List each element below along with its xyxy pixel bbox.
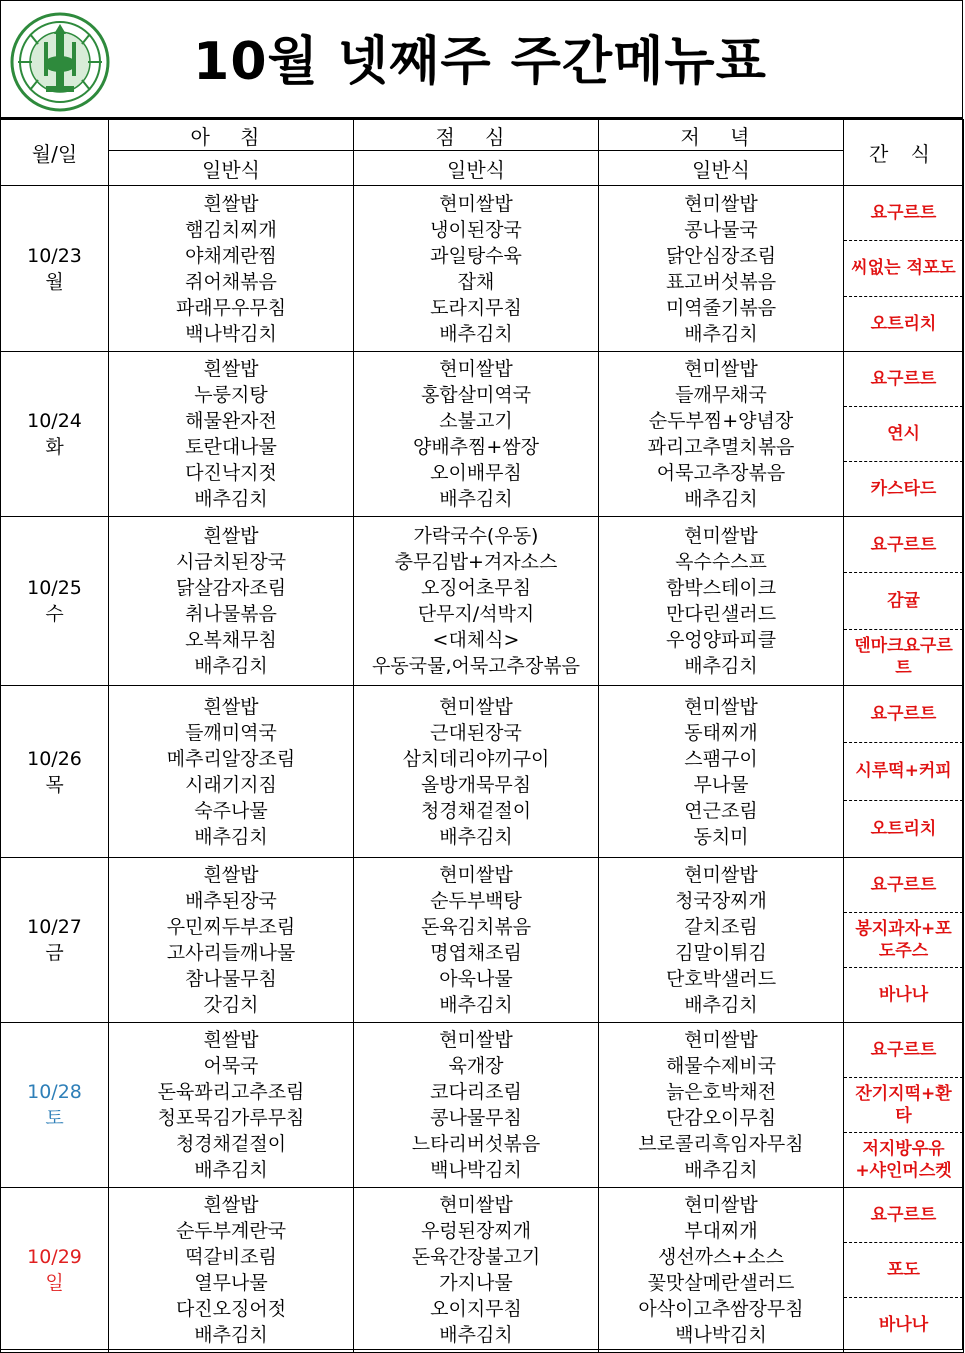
breakfast-item: 청경채겉절이 [175, 1133, 287, 1155]
day-date: 10/26 [27, 747, 82, 770]
snack-item: 씨없는 적포도 [844, 241, 963, 296]
breakfast-item: 시래기지짐 [185, 773, 277, 796]
lunch-item: 충무김밥+겨자소스 [394, 551, 558, 573]
snack-list [844, 686, 963, 857]
day-date-cell [1, 1023, 109, 1188]
day-weekday: 금 [45, 942, 64, 964]
snack-item: 요구르트 [844, 858, 963, 913]
lunch-item: 순두부백탕 [430, 890, 522, 912]
breakfast-item: 누룽지탕 [194, 384, 268, 406]
breakfast-item: 닭살감자조림 [175, 577, 287, 599]
lunch-item: 가락국수(우동) [413, 525, 539, 547]
dinner-item: 해물수제비국 [665, 1055, 777, 1077]
dinner-item: 동태찌개 [684, 721, 758, 744]
snack-item: 요구르트 [844, 1188, 963, 1243]
snack-item: 잔기지떡+환타 [844, 1078, 963, 1133]
dinner-item: 배추김치 [684, 655, 758, 677]
breakfast-item: 배추김치 [194, 488, 268, 510]
breakfast-item: 토란대나물 [185, 436, 277, 458]
breakfast-item: 쥐어채볶음 [185, 270, 277, 293]
dinner-item: 현미쌀밥 [684, 864, 758, 886]
breakfast-item: 배추된장국 [185, 890, 277, 912]
lunch-item: 근대된장국 [430, 721, 522, 744]
breakfast-item: 오복채무침 [185, 629, 277, 651]
snack-cell [844, 517, 964, 686]
day-weekday: 일 [45, 1272, 64, 1294]
dinner-item: 현미쌀밥 [684, 192, 758, 215]
snack-item: 요구르트 [844, 686, 963, 743]
breakfast-item: 갓김치 [203, 994, 259, 1016]
lunch-item: <대체식> [432, 629, 520, 651]
snack-list [844, 352, 963, 516]
day-date-cell [1, 686, 109, 858]
snack-item: 요구르트 [844, 352, 963, 407]
dinner-item: 순두부찜+양념장 [648, 410, 794, 432]
breakfast-item: 다진오징어젓 [175, 1298, 287, 1320]
breakfast-cell [109, 352, 354, 517]
header-dinner: 저 녁 [599, 120, 844, 151]
snack-item: 오트리치 [870, 313, 937, 334]
dinner-cell [599, 186, 844, 352]
day-date-cell [1, 517, 109, 686]
breakfast-item: 배추김치 [194, 825, 268, 848]
day-row [1, 517, 964, 686]
lunch-item: 양배추찜+쌈장 [412, 436, 540, 458]
menu-body [1, 186, 964, 1353]
lunch-item: 현미쌀밥 [439, 695, 513, 718]
breakfast-item: 흰쌀밥 [203, 358, 259, 380]
day-date-cell [1, 858, 109, 1023]
lunch-item: 우동국물,어묵고추장볶음 [372, 655, 580, 677]
snack-item: 바나나 [878, 1315, 929, 1335]
lunch-item: 배추김치 [439, 825, 513, 848]
snack-cell [844, 186, 964, 352]
snack-list [844, 186, 963, 351]
dinner-item: 미역줄기볶음 [665, 296, 777, 319]
day-row [1, 858, 964, 1023]
lunch-cell [354, 1023, 599, 1188]
snack-item: 요구르트 [844, 186, 963, 241]
snack-item: 포도 [844, 1243, 963, 1298]
day-date-cell [1, 186, 109, 352]
day-weekday: 화 [45, 436, 64, 458]
lunch-item: 청경채겉절이 [420, 799, 532, 822]
lunch-item: 코다리조림 [430, 1081, 522, 1103]
day-date: 10/27 [27, 916, 82, 938]
lunch-item: 현미쌀밥 [439, 192, 513, 215]
lunch-item: 도라지무침 [430, 296, 522, 319]
lunch-cell [354, 186, 599, 352]
snack-cell [844, 352, 964, 517]
dinner-item: 김말이튀김 [675, 942, 767, 964]
breakfast-item: 돈육꽈리고추조림 [157, 1081, 305, 1103]
breakfast-item: 흰쌀밥 [203, 1194, 259, 1216]
day-date: 10/23 [27, 244, 82, 267]
header-date: 월/일 [1, 120, 109, 186]
day-row [1, 1188, 964, 1353]
breakfast-cell [109, 186, 354, 352]
breakfast-item: 순두부계란국 [175, 1220, 287, 1242]
breakfast-item: 흰쌀밥 [203, 525, 259, 547]
day-weekday: 수 [45, 603, 64, 625]
breakfast-cell [109, 858, 354, 1023]
day-date-cell [1, 1188, 109, 1353]
day-date: 10/28 [27, 1081, 82, 1103]
snack-item: 요구르트 [844, 517, 963, 573]
breakfast-item: 시금치된장국 [175, 551, 287, 573]
dinner-item: 갈치조림 [684, 916, 758, 938]
dinner-item: 함박스테이크 [665, 577, 777, 599]
dinner-cell [599, 1188, 844, 1353]
snack-item: 저지방우유+샤인머스켓 [855, 1139, 952, 1181]
snack-list [844, 1188, 963, 1352]
breakfast-item: 배추김치 [194, 1324, 268, 1346]
snack-item: 요구르트 [844, 1023, 963, 1078]
day-date: 10/25 [27, 577, 82, 599]
lunch-item: 냉이된장국 [430, 218, 522, 241]
lunch-item: 오이배무침 [430, 462, 522, 484]
dinner-item: 어묵고추장볶음 [656, 462, 786, 484]
dinner-cell [599, 1023, 844, 1188]
dinner-item: 배추김치 [684, 1159, 758, 1181]
breakfast-item: 숙주나물 [194, 799, 268, 822]
day-weekday: 월 [45, 270, 64, 293]
day-row [1, 686, 964, 858]
dinner-item: 만다린샐러드 [665, 603, 777, 625]
dinner-item: 단감오이무침 [665, 1107, 777, 1129]
breakfast-item: 메추리알장조림 [166, 747, 296, 770]
breakfast-item: 떡갈비조림 [185, 1246, 277, 1268]
breakfast-cell [109, 1023, 354, 1188]
snack-item: 바나나 [878, 985, 929, 1005]
breakfast-item: 배추김치 [194, 1159, 268, 1181]
dinner-item: 청국장찌개 [675, 890, 767, 912]
dinner-item: 백나박김치 [675, 1324, 767, 1346]
dinner-item: 현미쌀밥 [684, 525, 758, 547]
breakfast-item: 참나물무침 [185, 968, 277, 990]
dinner-item: 현미쌀밥 [684, 1194, 758, 1216]
snack-item: 봉지과자+포도주스 [844, 913, 963, 968]
lunch-cell [354, 1188, 599, 1353]
dinner-item: 아삭이고추쌈장무침 [638, 1298, 804, 1320]
snack-cell [844, 1023, 964, 1188]
dinner-item: 무나물 [693, 773, 749, 796]
breakfast-item: 흰쌀밥 [203, 695, 259, 718]
snack-item: 카스타드 [870, 479, 937, 499]
header-snack: 간 식 [844, 120, 964, 186]
lunch-item: 아욱나물 [439, 968, 513, 990]
snack-item: 덴마크요구르트 [854, 636, 953, 679]
breakfast-item: 청포묵김가루무침 [157, 1107, 305, 1129]
header-breakfast-sub: 일반식 [109, 151, 354, 186]
header-breakfast: 아 침 [109, 120, 354, 151]
snack-list [844, 517, 963, 685]
emblem-logo [10, 12, 110, 112]
dinner-item: 배추김치 [684, 488, 758, 510]
dinner-item: 늙은호박채전 [665, 1081, 777, 1103]
dinner-item: 부대찌개 [684, 1220, 758, 1242]
breakfast-item: 배추김치 [194, 655, 268, 677]
breakfast-item: 열무나물 [194, 1272, 268, 1294]
dinner-cell [599, 686, 844, 858]
lunch-item: 현미쌀밥 [439, 1194, 513, 1216]
lunch-item: 올방개묵무침 [420, 773, 532, 796]
breakfast-item: 해물완자전 [185, 410, 277, 432]
dinner-cell [599, 352, 844, 517]
breakfast-item: 우민찌두부조림 [166, 916, 296, 938]
menu-table [0, 119, 964, 1353]
dinner-item: 단호박샐러드 [665, 968, 777, 990]
lunch-item: 콩나물무침 [430, 1107, 522, 1129]
day-weekday: 목 [45, 773, 64, 796]
day-row [1, 186, 964, 352]
dinner-item: 현미쌀밥 [684, 695, 758, 718]
day-date: 10/24 [27, 410, 82, 432]
breakfast-item: 어묵국 [203, 1055, 259, 1077]
dinner-item: 현미쌀밥 [684, 358, 758, 380]
dinner-item: 콩나물국 [684, 218, 758, 241]
header-lunch: 점 심 [354, 120, 599, 151]
breakfast-item: 백나박김치 [185, 322, 277, 345]
breakfast-item: 흰쌀밥 [203, 1029, 259, 1051]
breakfast-cell [109, 1188, 354, 1353]
lunch-item: 홍합살미역국 [420, 384, 532, 406]
dinner-cell [599, 517, 844, 686]
lunch-item: 배추김치 [439, 1324, 513, 1346]
breakfast-item: 파래무우무침 [175, 296, 287, 319]
lunch-item: 소불고기 [439, 410, 513, 432]
day-row [1, 1023, 964, 1188]
breakfast-item: 다진낙지젓 [185, 462, 277, 484]
dinner-item: 스팸구이 [684, 747, 758, 770]
lunch-item: 삼치데리야끼구이 [402, 747, 550, 770]
breakfast-item: 취나물볶음 [185, 603, 277, 625]
breakfast-cell [109, 517, 354, 686]
header-lunch-sub: 일반식 [354, 151, 599, 186]
lunch-item: 명엽채조림 [430, 942, 522, 964]
lunch-item: 현미쌀밥 [439, 864, 513, 886]
lunch-item: 배추김치 [439, 488, 513, 510]
dinner-item: 연근조림 [684, 799, 758, 822]
snack-item: 오트리치 [870, 818, 937, 839]
lunch-item: 백나박김치 [430, 1159, 522, 1181]
lunch-item: 현미쌀밥 [439, 1029, 513, 1051]
lunch-item: 현미쌀밥 [439, 358, 513, 380]
lunch-item: 과일탕수육 [430, 244, 522, 267]
snack-list [844, 858, 963, 1022]
snack-cell [844, 858, 964, 1023]
day-weekday: 토 [45, 1107, 64, 1129]
breakfast-item: 야채계란찜 [185, 244, 277, 267]
header-dinner-sub: 일반식 [599, 151, 844, 186]
page-title: 10월 넷째주 주간메뉴표 [193, 32, 767, 92]
lunch-item: 잡채 [457, 270, 495, 293]
lunch-cell [354, 517, 599, 686]
lunch-item: 배추김치 [439, 322, 513, 345]
dinner-item: 꽈리고추멸치볶음 [647, 436, 795, 458]
lunch-cell [354, 858, 599, 1023]
header [0, 0, 963, 119]
snack-item: 연시 [844, 407, 963, 462]
dinner-item: 표고버섯볶음 [665, 270, 777, 293]
dinner-item: 배추김치 [684, 322, 758, 345]
dinner-item: 브로콜리흑임자무침 [638, 1133, 804, 1155]
breakfast-item: 고사리들깨나물 [166, 942, 296, 964]
day-date: 10/29 [27, 1246, 82, 1268]
breakfast-item: 들깨미역국 [185, 721, 277, 744]
dinner-item: 생선까스+소스 [657, 1246, 785, 1268]
dinner-item: 배추김치 [684, 994, 758, 1016]
dinner-item: 들깨무채국 [675, 384, 767, 406]
snack-list [844, 1023, 963, 1187]
lunch-item: 가지나물 [439, 1272, 513, 1294]
breakfast-item: 햄김치찌개 [185, 218, 277, 241]
lunch-item: 오이지무침 [430, 1298, 522, 1320]
dinner-item: 동치미 [693, 825, 749, 848]
snack-item: 시루떡+커피 [844, 743, 963, 800]
breakfast-item: 흰쌀밥 [203, 192, 259, 215]
lunch-cell [354, 686, 599, 858]
lunch-item: 느타리버섯볶음 [411, 1133, 541, 1155]
lunch-item: 육개장 [448, 1055, 504, 1077]
breakfast-cell [109, 686, 354, 858]
lunch-item: 돈육김치볶음 [420, 916, 532, 938]
dinner-item: 꽃맛살메란샐러드 [647, 1272, 795, 1294]
day-date-cell [1, 352, 109, 517]
dinner-item: 옥수수스프 [675, 551, 767, 573]
day-row [1, 352, 964, 517]
dinner-item: 닭안심장조림 [665, 244, 777, 267]
lunch-item: 단무지/석박지 [417, 603, 535, 625]
dinner-item: 우엉양파피클 [665, 629, 777, 651]
dinner-cell [599, 858, 844, 1023]
lunch-item: 배추김치 [439, 994, 513, 1016]
breakfast-item: 흰쌀밥 [203, 864, 259, 886]
snack-item: 감귤 [844, 573, 963, 629]
lunch-cell [354, 352, 599, 517]
lunch-item: 오징어초무침 [420, 577, 532, 599]
lunch-item: 우렁된장찌개 [420, 1220, 532, 1242]
lunch-item: 돈육간장불고기 [411, 1246, 541, 1268]
snack-cell [844, 686, 964, 858]
snack-cell [844, 1188, 964, 1353]
dinner-item: 현미쌀밥 [684, 1029, 758, 1051]
